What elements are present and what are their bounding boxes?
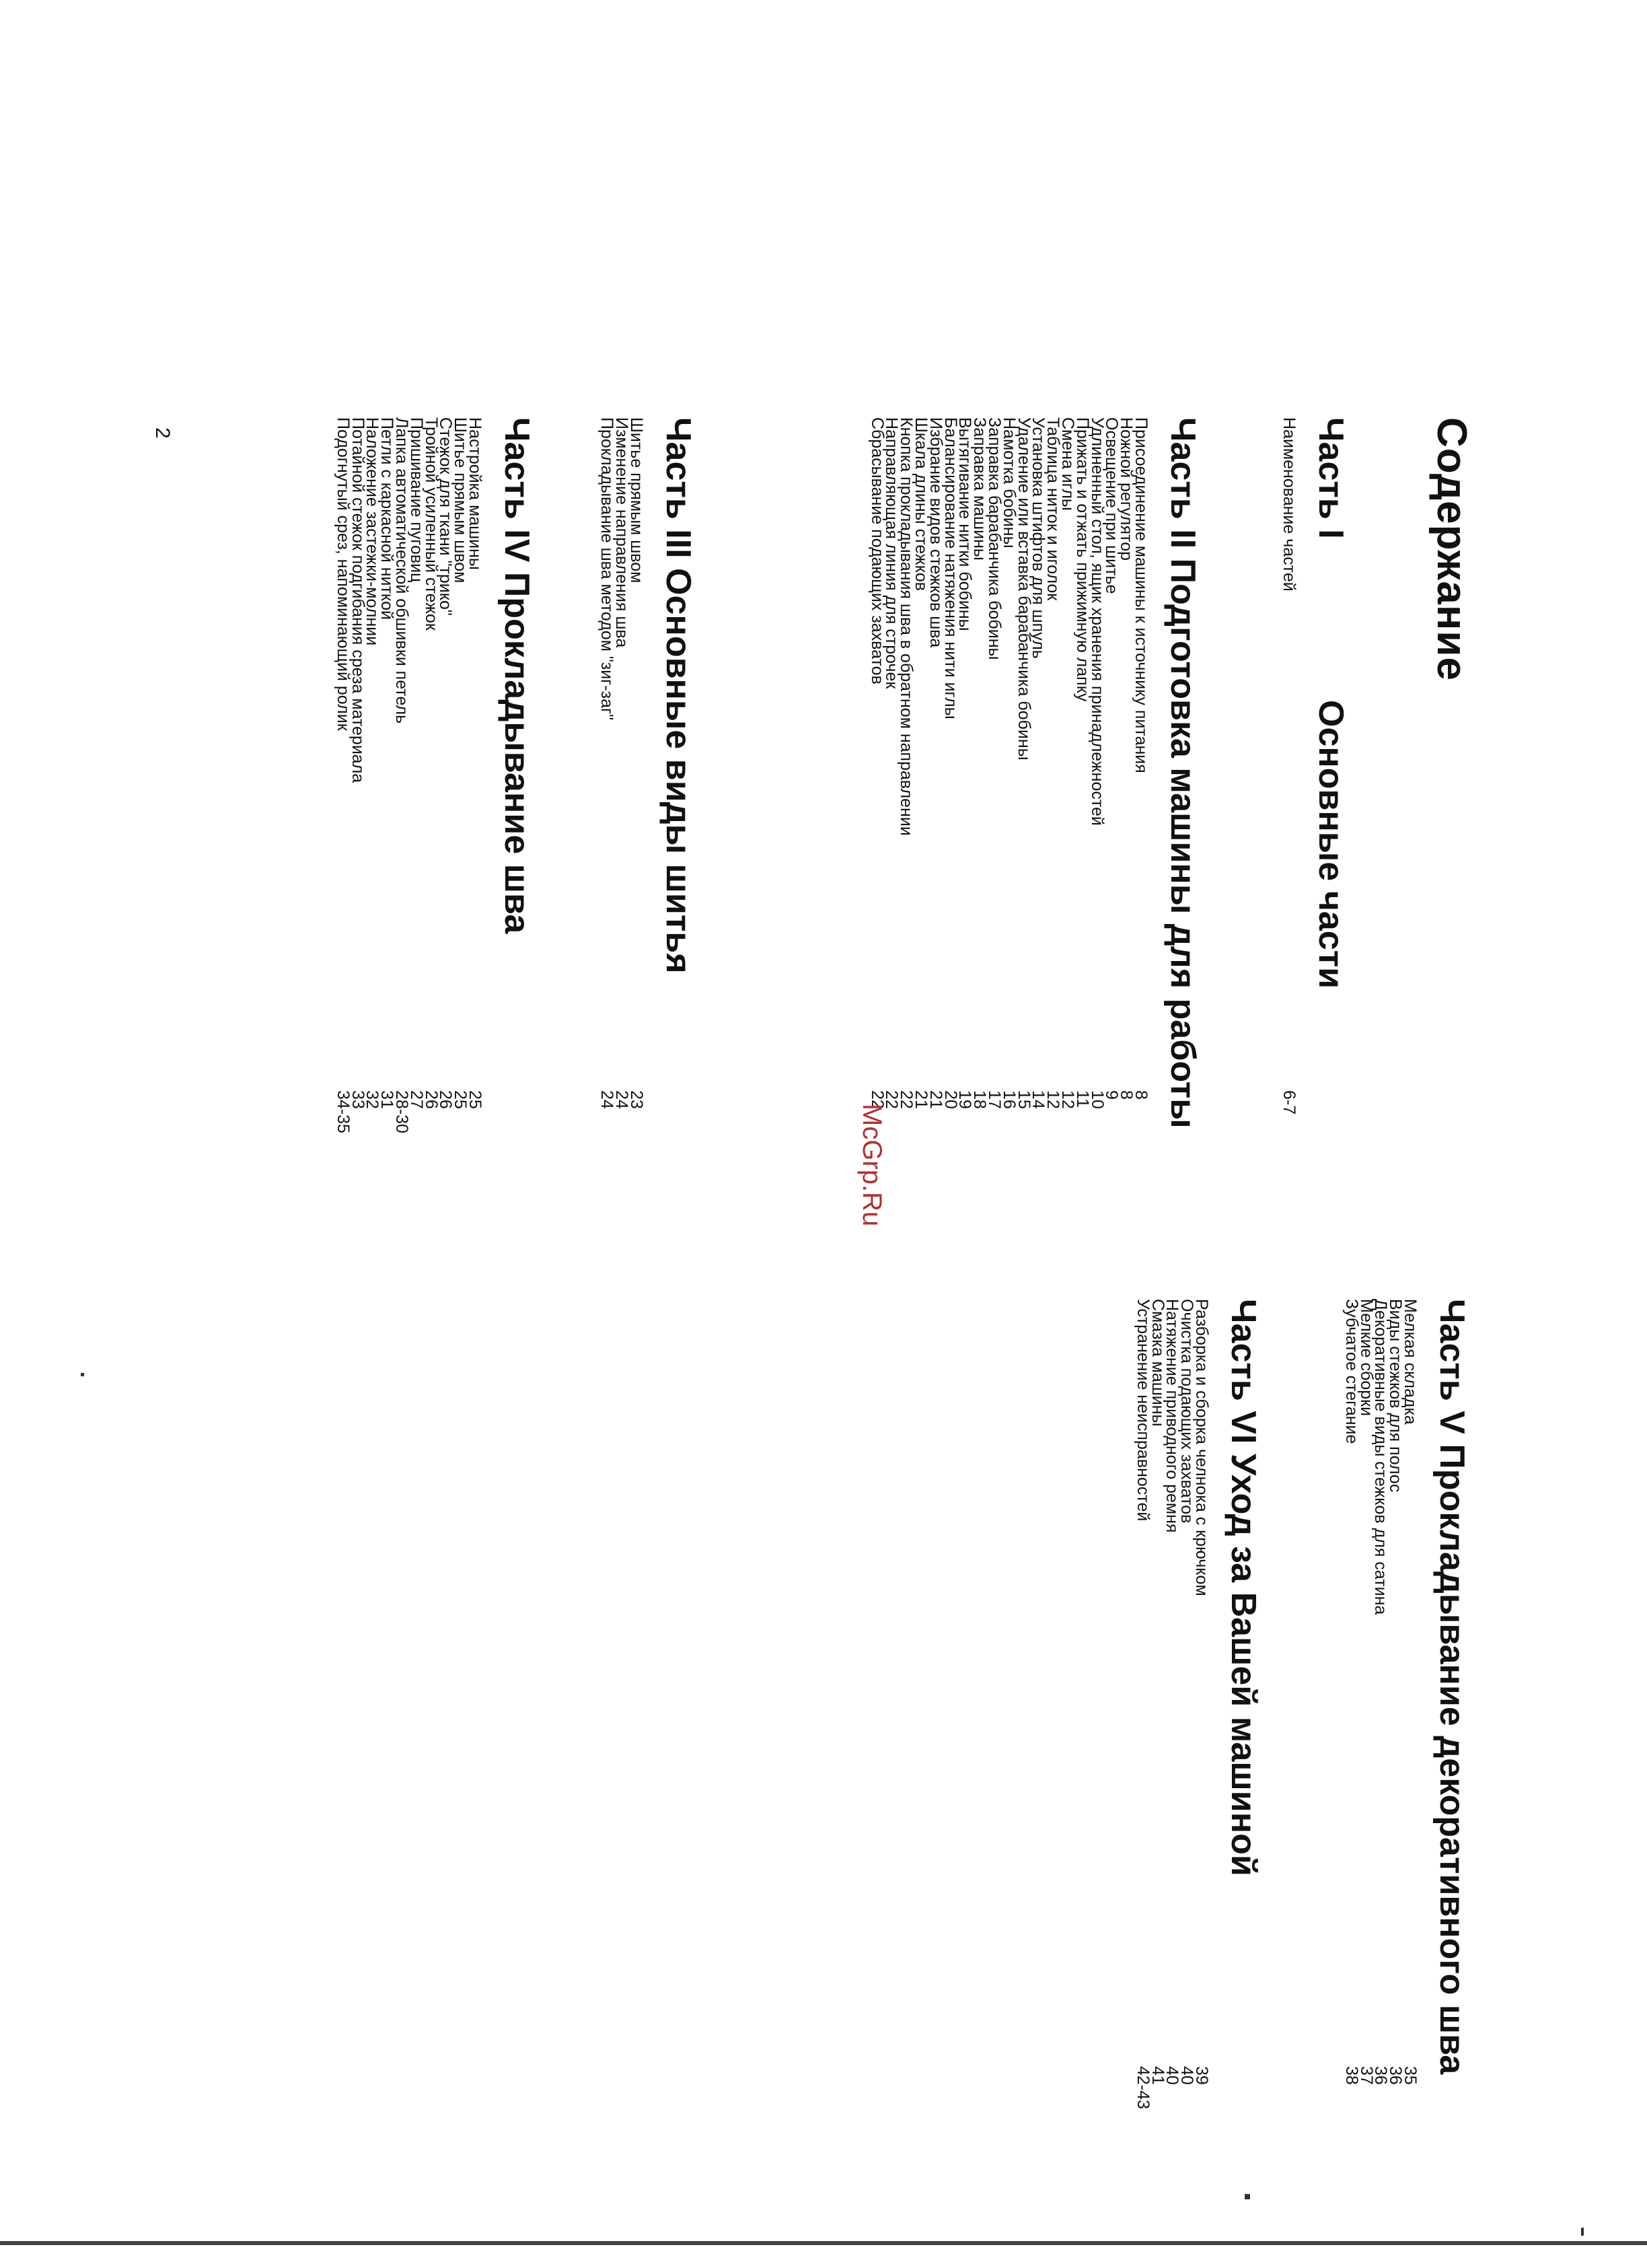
toc-item-page: 34-35 [333, 1090, 353, 1133]
toc-item-page: 38 [1342, 2066, 1361, 2085]
toc-item [333, 417, 353, 1133]
toc-item-page: 23 [627, 1090, 646, 1109]
toc-item-page: 25 [466, 1090, 484, 1109]
section-part-6 [1133, 1299, 1270, 2109]
toc-item-page: 10 [1087, 1090, 1107, 1109]
toc-item-label: Удлиненный стол, ящик хранения принадлежностей [1087, 417, 1107, 826]
toc-item-page: 24 [597, 1090, 617, 1109]
toc-item-label: Мелкие сборки [1356, 1299, 1376, 1417]
toc-item-label: Очистка подающих захватов [1177, 1299, 1197, 1524]
toc-item-label: Кнопка прокладывания шва в обратном направлении [897, 417, 916, 836]
part-title: Основные части [1311, 700, 1350, 989]
section-part-5 [1342, 1299, 1479, 2085]
toc-list [1342, 1299, 1420, 2085]
toc-item-label: Заправка барабанчика бобины [985, 417, 1004, 660]
toc-item-label: Шкала длины стежков [912, 417, 931, 592]
toc-item-label: Наименование частей [1280, 417, 1298, 592]
toc-item-page: 18 [970, 1090, 990, 1109]
toc-item-label: Декоративные виды стежков для сатина [1371, 1299, 1391, 1615]
toc-item [867, 417, 887, 1129]
toc-item-label: Подогнутый срез, напоминающий ролик [333, 417, 353, 731]
toc-item-page: 41 [1148, 2066, 1167, 2085]
toc-item-label: Таблица ниток и иголок [1044, 417, 1063, 601]
toc-item-page: 24 [612, 1090, 632, 1109]
toc-item-label: Ножной регулятор [1117, 417, 1136, 561]
toc-item-label: Лапка автоматической обшивки петель [392, 417, 412, 724]
section-part-3 [597, 417, 705, 1109]
toc-item-page: 9 [1102, 1090, 1122, 1100]
toc-item-label: Шитье прямым швом [451, 417, 470, 583]
toc-item-label: Прокладывание шва методом "зиг-заг" [597, 417, 617, 720]
toc-item-label: Зубчатое стегание [1342, 1299, 1361, 1444]
toc-item-page: 15 [1014, 1090, 1033, 1109]
toc-item-label: Прижать и отжать прижимную лапку [1072, 417, 1092, 702]
section-title: Часть IV Прокладывание шва [497, 417, 536, 934]
toc-item-page: 22 [897, 1090, 916, 1109]
watermark: McGrp.Ru [857, 1104, 887, 1227]
section-title: Часть VI Уход за Вашей машиной [1224, 1299, 1263, 1876]
toc-item-label: Виды стежков для полос [1386, 1299, 1405, 1493]
section-part-4 [333, 417, 544, 1133]
toc-item-page: 20 [941, 1090, 960, 1109]
toc-list [869, 417, 1148, 1129]
toc-item-page: 33 [348, 1090, 367, 1109]
toc-item-label: Настройка машины [466, 417, 484, 570]
toc-item-label: Изменение направления шва [612, 417, 632, 648]
toc-item-page: 16 [999, 1090, 1019, 1109]
toc-item-page: 14 [1029, 1090, 1048, 1109]
toc-list [597, 417, 646, 1109]
toc-item-label: Разборка и сборка челнока с крючком [1192, 1299, 1211, 1596]
toc-item-page: 8 [1117, 1090, 1136, 1100]
section-title [1304, 417, 1358, 989]
section-part-1 [1280, 417, 1358, 1115]
toc-item-label: Наложение застежки-молнии [363, 417, 382, 646]
part-label: Часть I [1311, 417, 1350, 539]
toc-item-page: 36 [1386, 2066, 1405, 2085]
scan-speck [81, 1373, 84, 1376]
toc-list [1280, 417, 1298, 1115]
toc-item-page: 27 [406, 1090, 426, 1109]
toc-item-label: Избрание видов стежков шва [926, 417, 945, 648]
toc-item-page: 35 [1401, 2066, 1420, 2085]
toc-item-label: Петли с каркасной ниткой [377, 417, 397, 621]
toc-item-label: Натяжение приводного ремня [1163, 1299, 1182, 1533]
scan-speck [1581, 2228, 1584, 2236]
toc-item-label: Балансирование натяжения нити иглы [941, 417, 960, 719]
toc-item-page: 11 [1072, 1090, 1092, 1108]
toc-item-page: 21 [912, 1090, 931, 1109]
toc-item-page: 32 [363, 1090, 382, 1109]
page-title: Содержание [1428, 417, 1475, 681]
toc-item-label: Сбрасывание подающих захватов [867, 417, 887, 684]
scan-edge-line [0, 2214, 1647, 2268]
toc-item [1342, 1299, 1361, 2085]
toc-item-page: 26 [436, 1090, 455, 1109]
toc-item-label: Установка штифтов для шпуль [1029, 417, 1048, 659]
section-part-2 [869, 417, 1210, 1129]
toc-item [1072, 417, 1092, 1129]
toc-item-page: 36 [1371, 2066, 1391, 2085]
toc-item-label: Потайной стежок подгибания среза материала [348, 417, 367, 783]
toc-item [1133, 1299, 1152, 2109]
toc-item-page: 22 [867, 1090, 887, 1109]
toc-list [333, 417, 484, 1133]
toc-item-label: Смазка машины [1148, 1299, 1167, 1427]
toc-item-page: 12 [1058, 1090, 1078, 1109]
toc-item-page: 19 [955, 1090, 975, 1109]
toc-item-page: 21 [926, 1090, 945, 1109]
toc-item-label: Пришивание пуговиц [406, 417, 426, 583]
toc-item-page: 31 [377, 1090, 397, 1109]
toc-item-page: 37 [1356, 2066, 1376, 2085]
toc-item-label: Присоединение машины к источнику питания [1132, 417, 1150, 773]
toc-item-label: Намотка бобины [999, 417, 1019, 548]
toc-item-page: 12 [1044, 1090, 1063, 1109]
toc-item [597, 417, 617, 1109]
toc-item-page: 6-7 [1280, 1090, 1298, 1115]
toc-item-page: 42-43 [1133, 2066, 1152, 2109]
toc-item-page: 39 [1192, 2066, 1211, 2085]
toc-item-page: 8 [1132, 1090, 1150, 1100]
toc-item-page: 17 [985, 1090, 1004, 1109]
section-title: Часть III Основные виды шитья [659, 417, 698, 974]
toc-item-page: 40 [1177, 2066, 1197, 2085]
toc-item-page: 22 [882, 1090, 902, 1109]
scan-speck [1245, 2194, 1250, 2199]
toc-item-label: Устранение неисправностей [1133, 1299, 1152, 1522]
toc-item-label: Вытягивание нитки бобины [955, 417, 975, 631]
toc-item-label: Мелкая складка [1401, 1299, 1420, 1425]
toc-item-label: Смена иглы [1058, 417, 1078, 511]
toc-item-label: Шитье прямым швом [627, 417, 646, 583]
toc-item-label: Стежок для ткани "трико" [436, 417, 455, 616]
section-title: Часть V Прокладывание декоративного шва [1432, 1299, 1471, 2075]
toc-item-page: 25 [451, 1090, 470, 1109]
section-title: Часть II Подготовка машины для работы [1163, 417, 1202, 1129]
toc-item-page: 26 [421, 1090, 441, 1109]
toc-item [1280, 417, 1298, 1115]
toc-item-label: Заправка машины [970, 417, 990, 561]
toc-item-label: Тройной усиленный стежок [421, 417, 441, 631]
toc-list [1133, 1299, 1211, 2109]
toc-item-label: Направляющая линия для строчек [882, 417, 902, 689]
page-number: 2 [151, 427, 174, 439]
toc-item-label: Удаление или вставка барабанчика бобины [1014, 417, 1033, 760]
toc-item-page: 40 [1163, 2066, 1182, 2085]
toc-item-page: 28-30 [392, 1090, 412, 1133]
toc-item-label: Освещение при шитье [1102, 417, 1122, 594]
